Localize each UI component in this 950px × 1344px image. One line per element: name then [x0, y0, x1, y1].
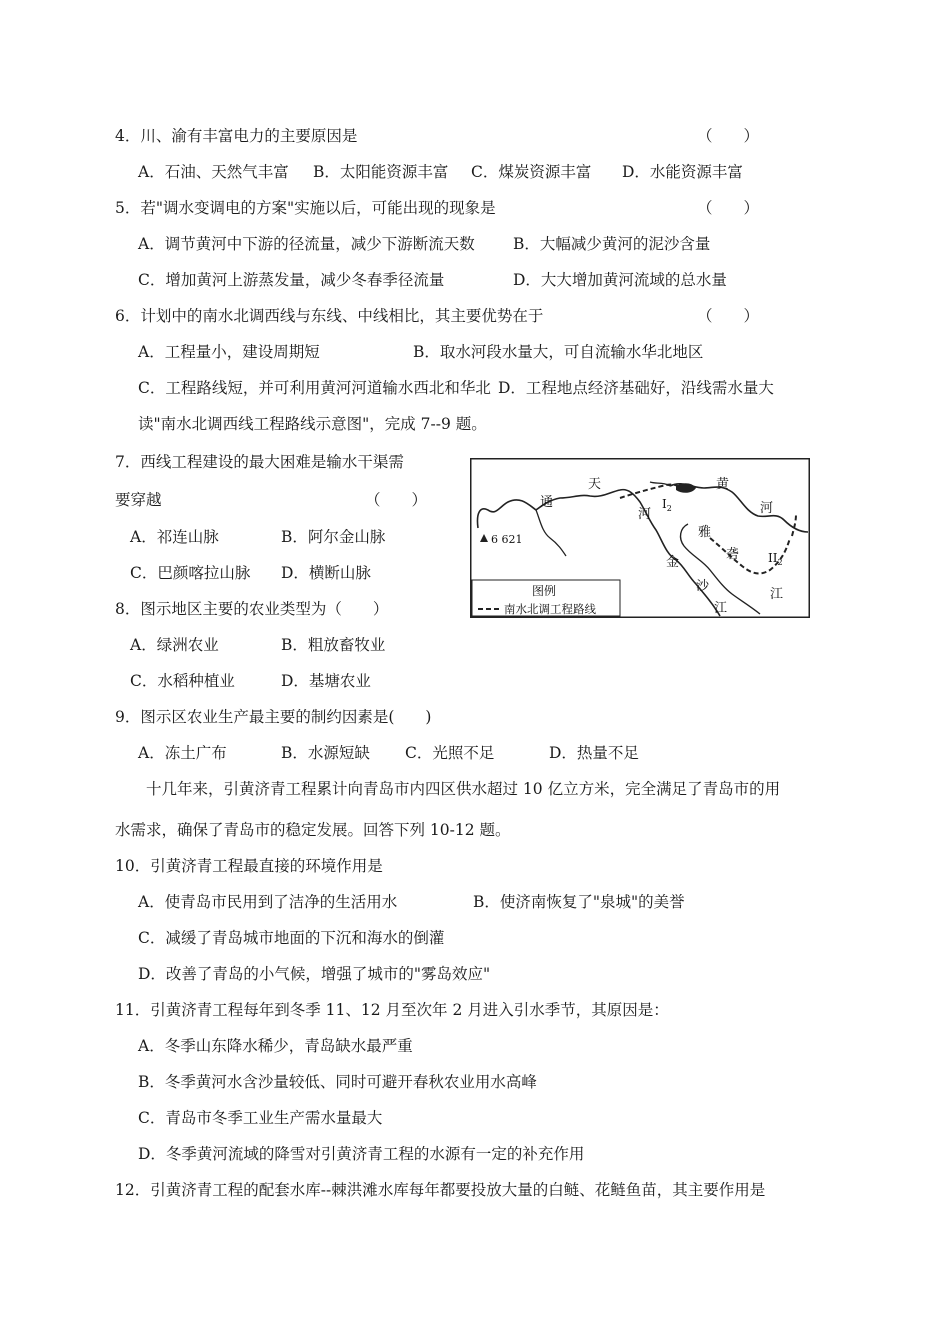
map-label-tong: 通: [540, 495, 554, 510]
q4-option-d: D．水能资源丰富: [622, 163, 743, 181]
west-route-map-svg: [470, 458, 810, 618]
intro-10-12-line2: 水需求，确保了青岛市的稳定发展。回答下列 10-12 题。: [115, 821, 511, 839]
q5-option-a: A．调节黄河中下游的径流量，减少下游断流天数: [138, 235, 475, 253]
route-II-sub: 2: [777, 558, 783, 567]
q9-option-b: B．水源短缺: [281, 744, 370, 762]
legend-title: 图例: [532, 584, 557, 598]
q7-stem-line1: 7．西线工程建设的最大困难是输水干渠需: [115, 453, 404, 471]
route-II-text: II: [768, 551, 778, 565]
q8-option-b: B．粗放畜牧业: [281, 636, 386, 654]
q11-option-a: A．冬季山东降水稀少，青岛缺水最严重: [138, 1037, 413, 1055]
q11-option-c: C．青岛市冬季工业生产需水量最大: [138, 1109, 383, 1127]
map-label-tian: 天: [588, 477, 602, 492]
q7-option-b: B．阿尔金山脉: [281, 528, 386, 546]
map-label-long: 砻: [726, 547, 740, 562]
q7-option-d: D．横断山脉: [281, 564, 371, 582]
q5-answer-paren: （ ）: [697, 199, 760, 217]
q8-option-c: C．水稻种植业: [130, 672, 235, 690]
intro-7-9: 读"南水北调西线工程路线示意图"，完成 7--9 题。: [138, 415, 487, 433]
q6-stem: 6．计划中的南水北调西线与东线、中线相比，其主要优势在于: [115, 307, 544, 325]
q11-stem: 11．引黄济青工程每年到冬季 11、12 月至次年 2 月进入引水季节，其原因是：: [115, 1001, 669, 1019]
q7-option-a: A．祁连山脉: [130, 528, 219, 546]
q9-option-a: A．冻土广布: [138, 744, 227, 762]
q10-stem: 10．引黄济青工程最直接的环境作用是: [115, 857, 383, 875]
route-I-text: I: [662, 497, 667, 511]
q4-stem: 4．川、渝有丰富电力的主要原因是: [115, 127, 358, 145]
q5-option-b: B．大幅减少黄河的泥沙含量: [513, 235, 711, 253]
q4-option-c: C．煤炭资源丰富: [471, 163, 592, 181]
q11-option-d: D．冬季黄河流域的降雪对引黄济青工程的水源有一定的补充作用: [138, 1145, 585, 1163]
q6-option-a: A．工程量小，建设周期短: [138, 343, 320, 361]
q6-answer-paren: （ ）: [697, 307, 760, 325]
q7-option-c: C．巴颜喀拉山脉: [130, 564, 251, 582]
q5-option-d: D．大大增加黄河流域的总水量: [513, 271, 727, 289]
map-label-jin: 金: [666, 555, 680, 570]
map-label-ya: 雅: [698, 525, 712, 540]
q11-option-b: B．冬季黄河水含沙量较低、同时可避开春秋农业用水高峰: [138, 1073, 537, 1091]
q4-answer-paren: （ ）: [697, 127, 760, 145]
q10-option-b: B．使济南恢复了"泉城"的美誉: [473, 893, 685, 911]
q9-option-c: C．光照不足: [405, 744, 495, 762]
q6-option-c: C．工程路线短，并可利用黄河河道输水西北和华北: [138, 379, 491, 397]
q5-stem: 5．若"调水变调电的方案"实施以后，可能出现的现象是: [115, 199, 496, 217]
q8-option-d: D．基塘农业: [281, 672, 371, 690]
elevation-label: 6 621: [491, 533, 523, 546]
map-label-jiang2: 江: [770, 587, 784, 602]
q8-stem: 8．图示地区主要的农业类型为（ ）: [115, 600, 389, 618]
map-label-jiang1: 江: [714, 601, 728, 616]
map-label-huang: 黄: [716, 477, 730, 492]
map-label-sha: 沙: [696, 579, 710, 594]
legend-item-label: 南水北调工程路线: [504, 602, 596, 616]
q8-option-a: A．绿洲农业: [130, 636, 219, 654]
q5-option-c: C．增加黄河上游蒸发量，减少冬春季径流量: [138, 271, 445, 289]
q12-stem: 12．引黄济青工程的配套水库--棘洪滩水库每年都要投放大量的白鲢、花鲢鱼苗，其主要作用是: [115, 1181, 766, 1199]
q10-option-c: C．减缓了青岛城市地面的下沉和海水的倒灌: [138, 929, 445, 947]
q10-option-a: A．使青岛市民用到了洁净的生活用水: [138, 893, 398, 911]
west-route-map: [470, 458, 810, 618]
map-label-he2: 河: [760, 501, 774, 516]
route-I-sub: 2: [666, 504, 672, 513]
map-label-he1: 河: [638, 507, 652, 522]
q4-option-b: B．太阳能资源丰富: [313, 163, 449, 181]
q9-option-d: D．热量不足: [549, 744, 639, 762]
q4-option-a: A．石油、天然气丰富: [138, 163, 289, 181]
q7-answer-paren: （ ）: [365, 491, 428, 509]
q10-option-d: D．改善了青岛的小气候，增强了城市的"雾岛效应": [138, 965, 491, 983]
q6-option-d: D．工程地点经济基础好，沿线需水量大: [498, 379, 774, 397]
q9-stem: 9．图示区农业生产最主要的制约因素是( ): [115, 708, 432, 726]
q6-option-b: B．取水河段水量大，可自流输水华北地区: [413, 343, 704, 361]
intro-10-12-line1: 十几年来，引黄济青工程累计向青岛市内四区供水超过 10 亿立方米，完全满足了青岛市的用: [146, 780, 781, 798]
q7-stem-line2: 要穿越: [115, 491, 162, 509]
